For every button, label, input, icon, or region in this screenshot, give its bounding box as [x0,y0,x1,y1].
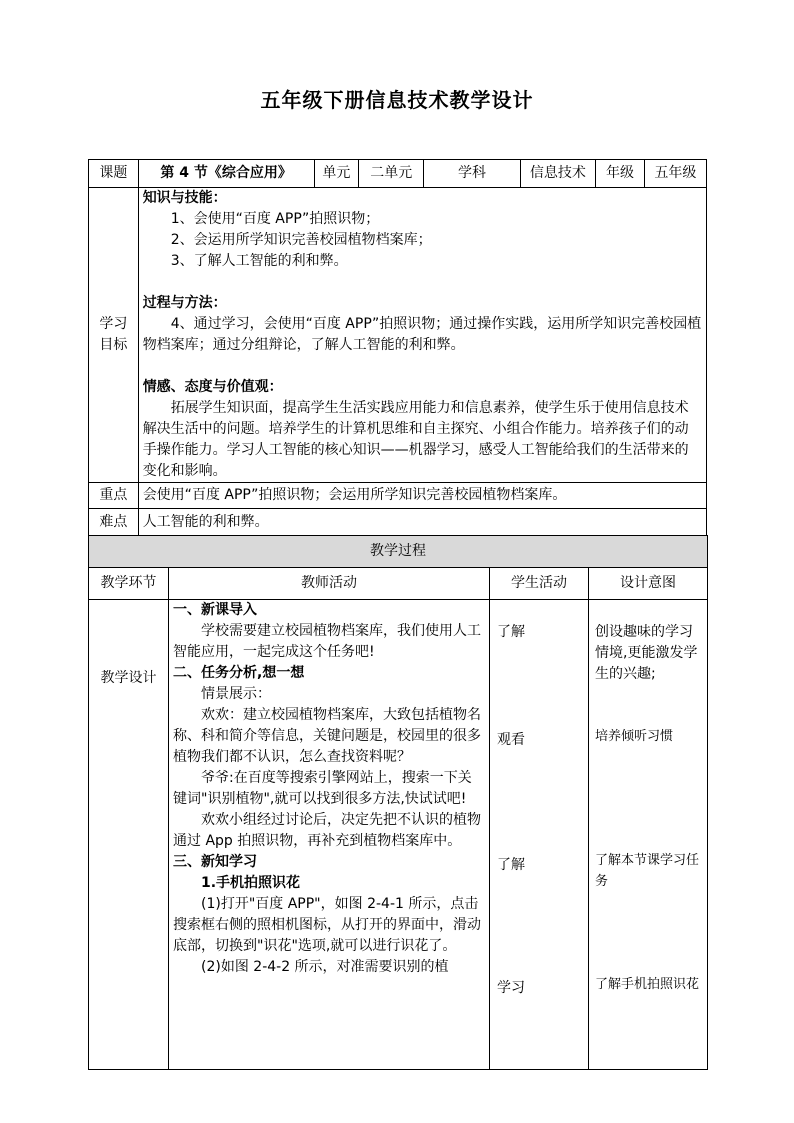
document-title: 五年级下册信息技术教学设计 [260,88,534,112]
knowledge-item: 2、会运用所学知识完善校园植物档案库； [170,232,432,248]
intent-item: 培养倾听习惯 [595,729,674,744]
teacher-paragraph: 欢欢：建立校园植物档案库，大致包括植物名称、科和简介等信息，关键问题是，校园里的很多植物我们都不认识，怎么查找资料呢？ [173,707,481,765]
topic-value: 第 4 节《综合应用》 [138,160,314,188]
teacher-heading: 二、任务分析,想一想 [173,665,305,681]
intent-item: 创设趣味的学习情境,更能激发学生的兴趣; [595,624,698,682]
teacher-paragraph: 欢欢小组经过讨论后，决定先把不认识的植物通过 App 拍照识物，再补充到植物档案库中。 [173,812,481,849]
student-item: 观看 [497,732,525,748]
teacher-paragraph: 学校需要建立校园植物档案库，我们使用人工智能应用，一起完成这个任务吧! [173,623,481,660]
intent-item: 了解手机拍照识花 [595,977,700,992]
subject-label: 学科 [424,160,520,188]
teacher-paragraph: 情景展示： [201,686,271,702]
grade-label: 年级 [596,160,645,188]
header-intent: 设计意图 [589,568,708,600]
teacher-heading: 三、新知学习 [173,854,257,870]
unit-label: 单元 [314,160,359,188]
knowledge-item: 1、会使用“百度 APP”拍照识物； [170,211,380,227]
key-point-text: 会使用“百度 APP”拍照识物；会运用所学知识完善校园植物档案库。 [138,483,706,509]
design-intent [589,600,708,1070]
student-activity [490,600,589,1070]
teacher-activity [169,600,490,1070]
subject-value: 信息技术 [520,160,596,188]
knowledge-heading: 知识与技能： [142,190,227,206]
topic-label: 课题 [89,160,139,188]
student-item: 了解 [497,857,525,873]
objectives-label-line2: 目标 [99,337,128,353]
objectives-label-line1: 学习 [99,316,128,332]
knowledge-item: 3、了解人工智能的利和弊。 [170,253,348,269]
process-section-title: 教学过程 [89,536,708,568]
difficulty-text: 人工智能的利和弊。 [138,509,706,537]
teaching-process-table [88,535,708,1070]
teacher-heading: 一、新课导入 [173,602,257,618]
process-heading: 过程与方法： [142,295,227,311]
student-item: 了解 [497,624,525,640]
teacher-paragraph: (2)如图 2-4-2 所示，对准需要识别的植 [201,959,449,975]
header-stage: 教学环节 [89,568,169,600]
teacher-paragraph: 爷爷:在百度等搜索引擎网站上，搜索一下关键词"识别植物",就可以找到很多方法,快试试吧! [173,770,472,807]
emotion-text: 拓展学生知识面，提高学生生活实践应用能力和信息素养，使学生乐于使用信息技术解决生活中的问题。培养学生的计算机思维和自主探究、小组合作能力。培养孩子们的动手操作能力。学习人工智能的核心知识——机器学习，感受人工智能给我们的生活带来的变化和影响。 [142,400,689,479]
emotion-heading: 情感、态度与价值观： [142,379,283,395]
grade-value: 五年级 [644,160,706,188]
lesson-info-table [88,159,707,537]
header-student: 学生活动 [490,568,589,600]
process-text: 4、通过学习，会使用“百度 APP”拍照识物；通过操作实践，运用所学知识完善校园植物档案库；通过分组辩论，了解人工智能的利和弊。 [142,316,702,353]
difficulty-label: 难点 [89,509,139,537]
teacher-paragraph: (1)打开"百度 APP"，如图 2-4-1 所示，点击搜索框右侧的照相机图标，从打开的界面中，滑动底部，切换到"识花"选项,就可以进行识花了。 [173,896,481,954]
intent-item: 了解本节课学习任务 [595,853,700,889]
stage-cell: 教学设计 [89,600,169,1070]
student-item: 学习 [497,980,525,996]
unit-value: 二单元 [359,160,424,188]
key-point-label: 重点 [89,483,139,509]
objectives-content [138,188,706,483]
teacher-subheading: 1.手机拍照识花 [201,875,301,891]
objectives-label [89,188,139,483]
header-teacher: 教师活动 [169,568,490,600]
